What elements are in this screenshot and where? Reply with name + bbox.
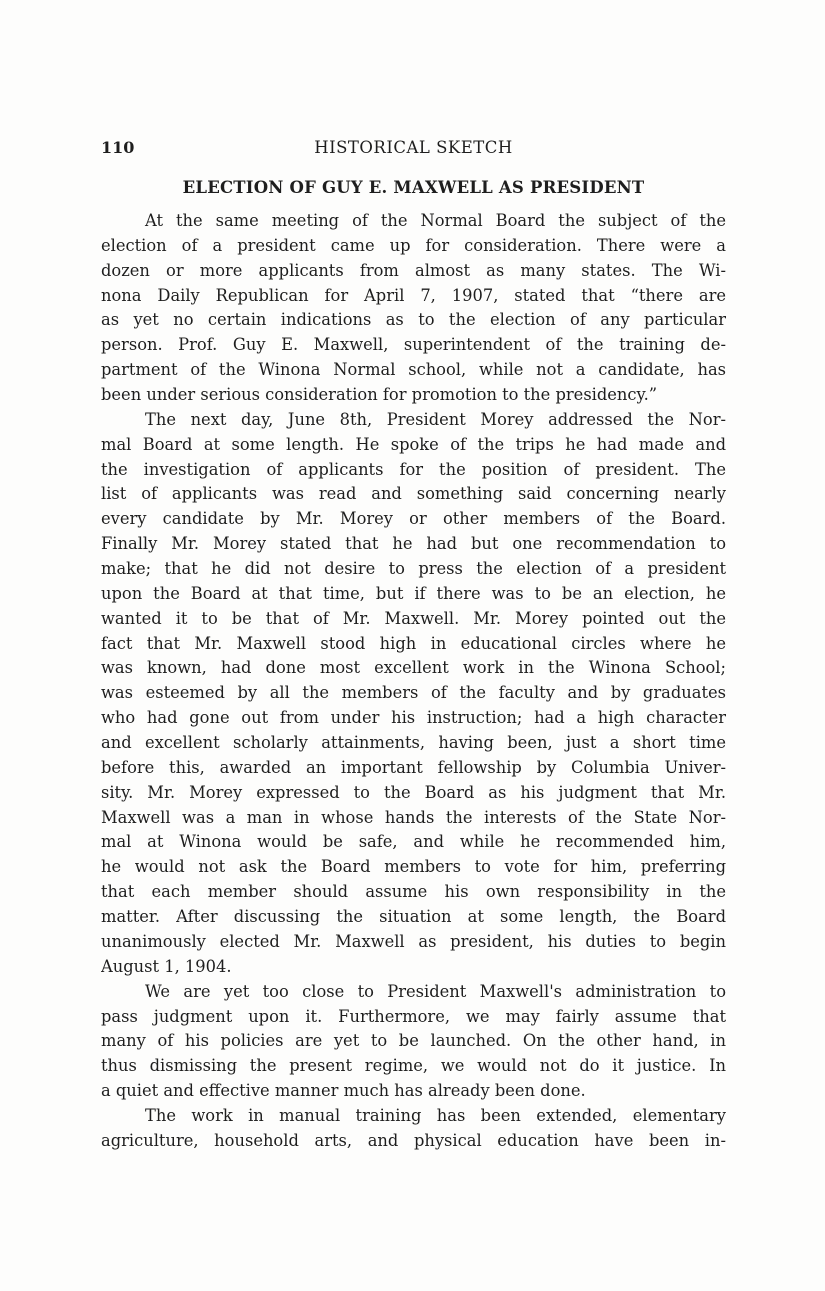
text-line: unanimously elected Mr. Maxwell as president, his duties to begin xyxy=(101,931,726,951)
running-head xyxy=(101,136,726,160)
text-line: August 1, 1904. xyxy=(101,956,232,976)
text-line: We are yet too close to President Maxwell's administration to xyxy=(145,981,726,1001)
page-number: 110 xyxy=(101,138,135,157)
text-line: who had gone out from under his instruction; had a high character xyxy=(101,708,726,728)
text-line: every candidate by Mr. Morey or other members of the Board. xyxy=(101,509,726,529)
text-line: mal Board at some length. He spoke of the trips he had made and xyxy=(101,434,726,454)
text-line: nona Daily Republican for April 7, 1907, stated that “there are xyxy=(101,285,726,305)
text-line: before this, awarded an important fellowship by Columbia Univer- xyxy=(101,757,726,777)
text-line: mal at Winona would be safe, and while he recommended him, xyxy=(101,832,726,852)
section-heading: ELECTION OF GUY E. MAXWELL AS PRESIDENT xyxy=(182,178,645,197)
text-line: wanted it to be that of Mr. Maxwell. Mr. Morey pointed out the xyxy=(101,608,726,628)
text-line: election of a president came up for consideration. There were a xyxy=(101,235,726,255)
text-line: and excellent scholarly attainments, having been, just a short time xyxy=(101,733,726,753)
text-line: as yet no certain indications as to the election of any particular xyxy=(101,310,726,330)
text-line: was known, had done most excellent work in the Winona School; xyxy=(101,658,726,678)
text-line: At the same meeting of the Normal Board the subject of the xyxy=(145,211,726,230)
text-line: matter. After discussing the situation at some length, the Board xyxy=(101,907,726,927)
text-line: The work in manual training has been extended, elementary xyxy=(145,1105,726,1125)
text-line: the investigation of applicants for the position of president. The xyxy=(101,459,726,479)
text-line: sity. Mr. Morey expressed to the Board as his judgment that Mr. xyxy=(101,782,726,802)
text-line: was esteemed by all the members of the faculty and by graduates xyxy=(101,683,726,703)
running-title: HISTORICAL SKETCH xyxy=(314,138,513,157)
body-text xyxy=(101,209,726,1154)
text-line: agriculture, household arts, and physical education have been in- xyxy=(101,1130,726,1150)
text-line: pass judgment upon it. Furthermore, we may fairly assume that xyxy=(101,1006,726,1026)
text-line: upon the Board at that time, but if there was to be an election, he xyxy=(101,583,726,603)
text-line: thus dismissing the present regime, we would not do it justice. In xyxy=(101,1056,726,1076)
text-line: partment of the Winona Normal school, while not a candidate, has xyxy=(101,360,726,380)
text-line: make; that he did not desire to press the election of a president xyxy=(101,559,726,579)
text-line: been under serious consideration for promotion to the presidency.” xyxy=(101,385,658,405)
text-line: many of his policies are yet to be launched. On the other hand, in xyxy=(101,1031,726,1051)
text-line: he would not ask the Board members to vote for him, preferring xyxy=(101,857,726,877)
text-line: person. Prof. Guy E. Maxwell, superintendent of the training de- xyxy=(101,335,726,355)
text-line: The next day, June 8th, President Morey addressed the Nor- xyxy=(145,409,726,429)
text-line: that each member should assume his own responsibility in the xyxy=(101,882,726,902)
text-line: dozen or more applicants from almost as many states. The Wi- xyxy=(101,260,726,280)
text-line: Finally Mr. Morey stated that he had but one recommendation to xyxy=(101,534,726,554)
text-line: a quiet and effective manner much has already been done. xyxy=(101,1081,586,1101)
text-line: list of applicants was read and something said concerning nearly xyxy=(101,484,726,504)
text-line: fact that Mr. Maxwell stood high in educational circles where he xyxy=(101,633,726,653)
text-line: Maxwell was a man in whose hands the interests of the State Nor- xyxy=(101,807,726,827)
